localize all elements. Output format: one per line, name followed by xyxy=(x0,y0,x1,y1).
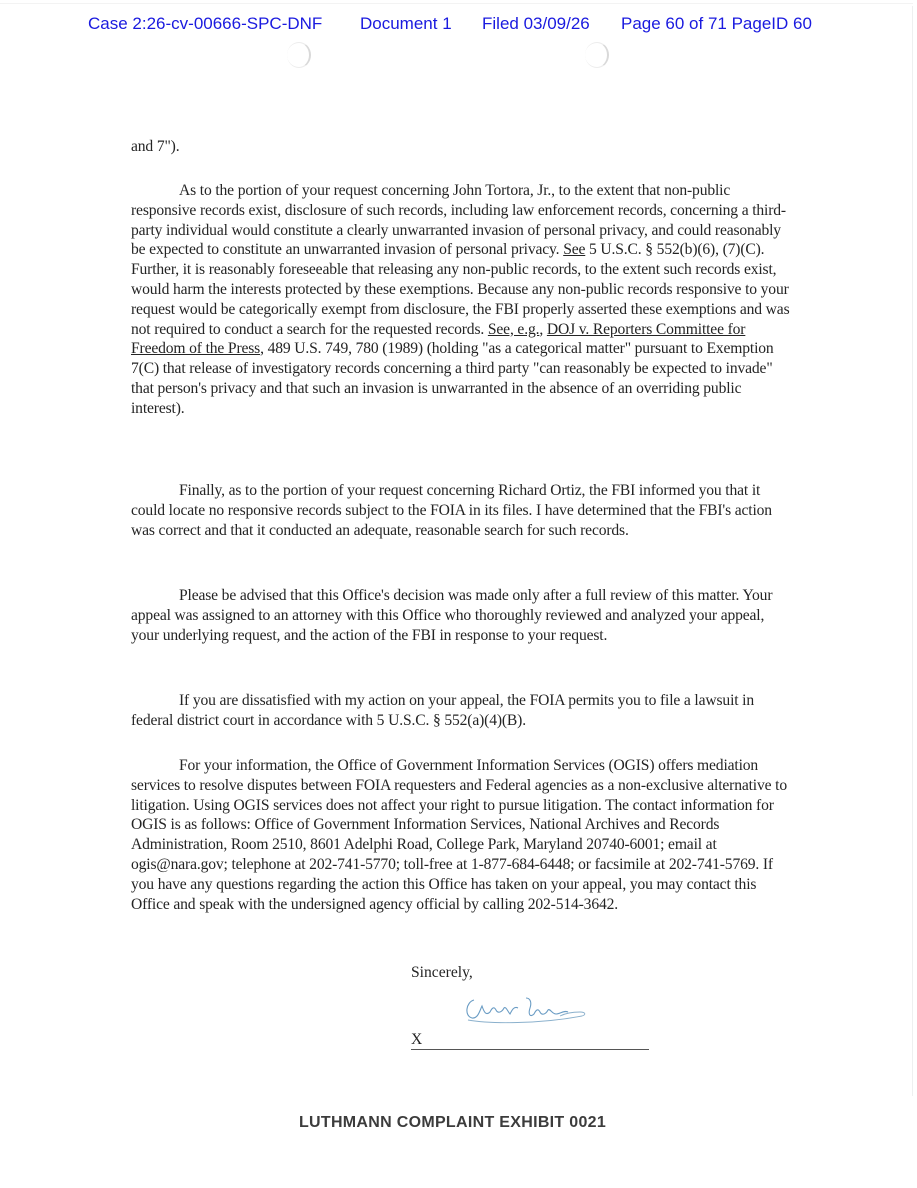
filed-date: Filed 03/09/26 xyxy=(482,14,590,33)
p1-text-c: , 489 U.S. 749, 780 (1989) (holding "as a categorical matter" pursuant to Exemption 7(C) that release of investigatory records concerning a third party "can reasonably be expected to invade" that person's privacy and that such an invasion is unwarranted in the absence of an overriding public interest). xyxy=(131,340,774,417)
page-edge-right xyxy=(912,6,913,1096)
closing-salutation: Sincerely, xyxy=(411,964,473,981)
p1-comma: , xyxy=(539,320,547,338)
paragraph-lawsuit: If you are dissatisfied with my action on your appeal, the FOIA permits you to file a lawsuit in federal district court in accordance with 5 U.S.C. § 552(a)(4)(B). xyxy=(131,692,755,729)
punch-hole-icon xyxy=(585,42,609,68)
court-filing-header xyxy=(0,14,917,38)
punch-hole-icon xyxy=(287,42,311,68)
see-eg-citation: See, e.g. xyxy=(487,320,540,338)
exhibit-label xyxy=(0,1114,917,1132)
paragraph-tortora xyxy=(131,181,791,419)
handwritten-signature-icon xyxy=(460,992,590,1026)
case-citation: DOJ v. Reporters Committee for Freedom of the Press xyxy=(131,320,746,358)
see-citation: See xyxy=(563,241,586,259)
paragraph-continuation: and 7"). xyxy=(131,138,180,155)
page-id: Page 60 of 71 PageID 60 xyxy=(621,14,812,33)
paragraph-ortiz: Finally, as to the portion of your request concerning Richard Ortiz, the FBI informed you that it could locate no responsive records subject to the FOIA in its files. I have determined that the FBI's action was correct and that it conducted an adequate, reasonable search for such records. xyxy=(131,482,772,539)
page-edge-top xyxy=(0,3,913,4)
document-number: Document 1 xyxy=(360,14,452,33)
case-number: Case 2:26-cv-00666-SPC-DNF xyxy=(88,14,323,33)
paragraph-review: Please be advised that this Office's decision was made only after a full review of this matter. Your appeal was assigned to an attorney with this Office who thoroughly reviewed and analyzed your appeal, your underlying request, and the action of the FBI in response to your request. xyxy=(131,587,773,644)
signature-line xyxy=(411,1049,649,1050)
signature-mark: X xyxy=(411,1031,423,1048)
paragraph-ogis: For your information, the Office of Government Information Services (OGIS) offers mediation services to resolve disputes between FOIA requesters and Federal agencies as a non-exclusive alternative to litigation. Using OGIS services does not affect your right to pursue litigation. The contact information for OGIS is as follows: Office of Government Information Services, National Archives and Records Administration, Room 2510, 8601 Adelphi Road, College Park, Maryland 20740-6001; email at ogis@nara.gov; telephone at 202-741-5770; toll-free at 1-877-684-6448; or facsimile at 202-741-5769. If you have any questions regarding the action this Office has taken on your appeal, you may contact this Office and speak with the undersigned agency official by calling 202-514-3642. xyxy=(131,757,787,913)
p1-text-a: As to the portion of your request concerning John Tortora, Jr., to the extent that non-public responsive records exist, disclosure of such records, including law enforcement records, concerning a third-party individual would constitute a clearly unwarranted invasion of personal privacy, and could reasonably be expected to constitute an unwarranted invasion of personal privacy. xyxy=(131,182,786,259)
p1-text-b: 5 U.S.C. § 552(b)(6), (7)(C). Further, it is reasonably foreseeable that releasing any non-public records, to the extent such records exist, would harm the interests protected by these exemptions. Because any non-public records responsive to your request would be categorically exempt from disclosure, the FBI properly asserted these exemptions and was not required to conduct a search for the requested records. xyxy=(131,241,790,338)
exhibit-label-text: LUTHMANN COMPLAINT EXHIBIT 0021 xyxy=(298,1114,607,1131)
